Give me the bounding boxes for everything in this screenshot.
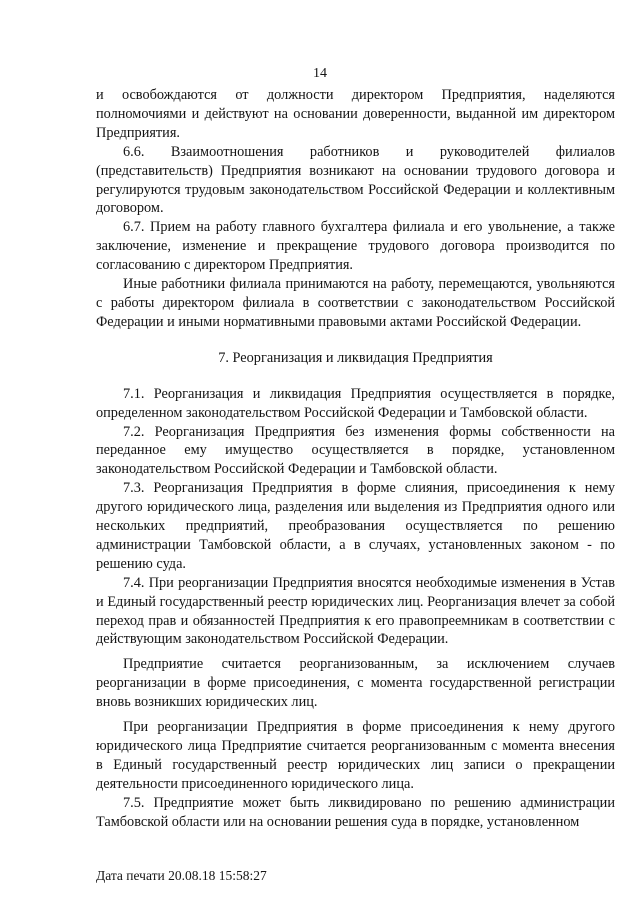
page-number: 14 bbox=[313, 66, 327, 81]
paragraph: Предприятие считается реорганизованным, за исключением случаев реорганизации в форме присоединения, с момента государственной регистрации вновь возникших юридических лиц. bbox=[96, 656, 615, 711]
paragraph: При реорганизации Предприятия в форме присоединения к нему другого юридического лица Предприятие считается реорганизованным с момента внесения в Единый государственный реестр юридических лиц записи о прекращении деятельности присоединенного юридического лица. bbox=[96, 719, 615, 792]
print-date: Дата печати 20.08.18 15:58:27 bbox=[96, 868, 267, 883]
paragraph: Иные работники филиала принимаются на работу, перемещаются, увольняются с работы директором филиала в соответствии с законодательством Российской Федерации и иными нормативными правовыми актами Российской Федерации. bbox=[96, 276, 615, 330]
paragraph-7-4: 7.4. При реорганизации Предприятия вносятся необходимые изменения в Устав и Единый государственный реестр юридических лиц. Реорганизация влечет за собой переход прав и обязанностей Предприятия к его правопреемникам в соответствии с действующим законодательством Российской Федерации. bbox=[96, 574, 615, 648]
paragraph-7-1: 7.1. Реорганизация и ликвидация Предприятия осуществляется в порядке, определенном законодательством Российской Федерации и Тамбовской области. bbox=[96, 385, 615, 421]
document-body bbox=[96, 86, 615, 832]
paragraph-7-3: 7.3. Реорганизация Предприятия в форме слияния, присоединения к нему другого юридического лица, разделения или выделения из Предприятия одного или нескольких предприятий, преобразования осуществляется по решению администрации Тамбовской области, а в случаях, установленных законом - по решению суда. bbox=[96, 480, 615, 572]
paragraph-6-7: 6.7. Прием на работу главного бухгалтера филиала и его увольнение, а также заключение, изменение и прекращение трудового договора производится по согласованию с директором Предприятия. bbox=[96, 219, 615, 274]
paragraph-7-2: 7.2. Реорганизация Предприятия без изменения формы собственности на переданное ему имущество осуществляется в порядке, установленном законодательством Российской Федерации и Тамбовской области. bbox=[96, 423, 615, 478]
paragraph-7-5: 7.5. Предприятие может быть ликвидировано по решению администрации Тамбовской области или на основании решения суда в порядке, установленном bbox=[96, 794, 615, 830]
paragraph-6-6: 6.6. Взаимоотношения работников и руководителей филиалов (представительств) Предприятия возникают на основании трудового договора и регулируются трудовым законодательством Российской Федерации и коллективным договором. bbox=[96, 143, 615, 217]
section-heading: 7. Реорганизация и ликвидация Предприятия bbox=[218, 349, 493, 366]
paragraph: и освобождаются от должности директором Предприятия, наделяются полномочиями и действуют на основании доверенности, выданной им директором Предприятия. bbox=[96, 87, 615, 141]
